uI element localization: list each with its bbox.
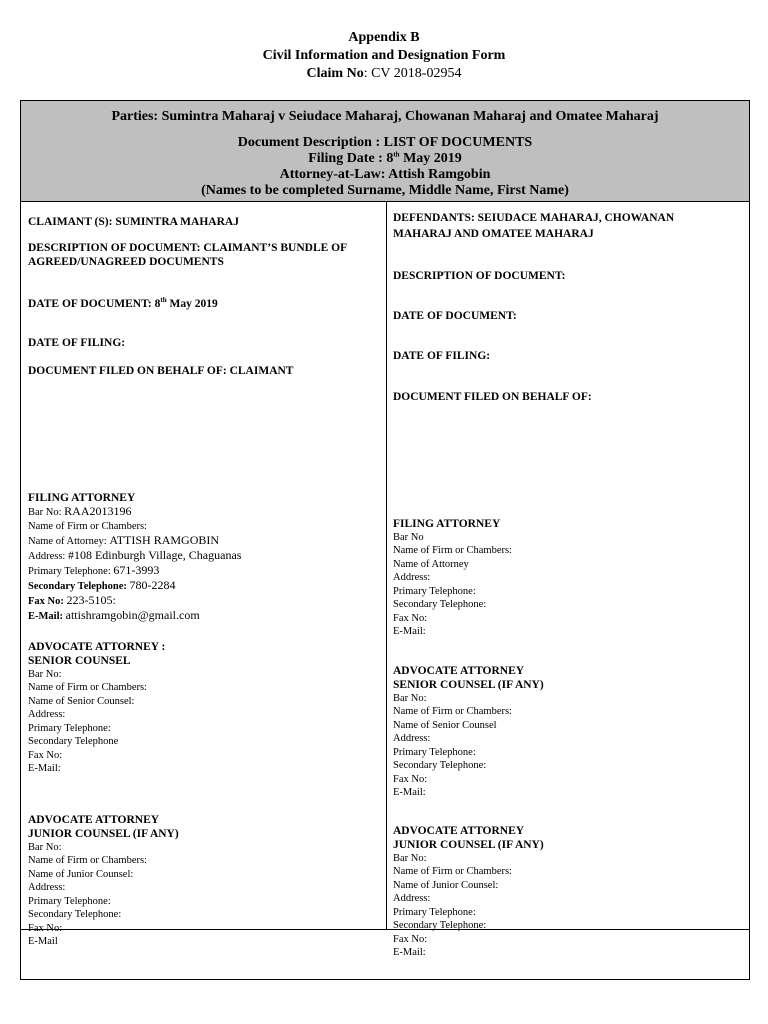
r-junior-secondary: Secondary Telephone: [393,920,487,931]
filing-attorney-address [28,549,241,564]
claimant-label: CLAIMANT (S) [28,216,109,228]
r-senior-name: Name of Senior Counsel [393,720,497,731]
attorney-label: Name of Attorney: [28,536,107,547]
filing-attorney-heading: FILING ATTORNEY [28,492,136,504]
r-filing-attorney-heading: FILING ATTORNEY [393,518,501,530]
claimant-date-of-filing: DATE OF FILING: [28,337,126,349]
filing-attorney-firm: Name of Firm or Chambers: [28,521,147,532]
claim-label: Claim No [306,66,364,81]
fax-label: Fax No: [28,596,64,607]
r-filing-bar: Bar No [393,532,424,543]
address-value: #108 Edinburgh Village, Chaguanas [67,548,242,562]
senior-counsel-heading1: ADVOCATE ATTORNEY : [28,641,166,653]
r-junior-address: Address: [393,893,431,904]
attorney-value: ATTISH RAMGOBIN [109,533,220,547]
bar-label: Bar No: [28,507,62,518]
junior-email: E-Mail [28,936,58,947]
date-of-document-prefix: DATE OF DOCUMENT: 8 [28,298,161,310]
appendix-title: Appendix B [348,30,420,45]
r-filing-firm: Name of Firm or Chambers: [393,545,512,556]
filing-attorney-bar [28,505,132,520]
r-junior-email: E-Mail: [393,947,426,958]
date-of-document-suffix: May 2019 [166,298,218,310]
filing-date-suffix: May 2019 [399,151,462,166]
primary-value: 671-3993 [113,563,160,577]
junior-counsel-heading2: JUNIOR COUNSEL (IF ANY) [28,828,179,840]
r-filing-fax: Fax No: [393,613,428,624]
senior-email: E-Mail: [28,763,61,774]
attorney-line: Attorney-at-Law: Attish Ramgobin [279,167,491,182]
r-filing-primary: Primary Telephone: [393,586,476,597]
junior-firm: Name of Firm or Chambers: [28,855,147,866]
senior-bar: Bar No: [28,669,62,680]
r-senior-email: E-Mail: [393,787,426,798]
filing-attorney-email [28,609,200,624]
filing-date-sup: th [393,150,400,159]
email-value: attishramgobin@gmail.com [65,608,200,622]
r-junior-heading2: JUNIOR COUNSEL (IF ANY) [393,839,544,851]
bottom-row-divider [21,929,749,930]
fax-value: 223-5105: [66,593,116,607]
claimant-description-line1: DESCRIPTION OF DOCUMENT: CLAIMANT’S BUNDLE OF [28,242,348,254]
r-junior-fax: Fax No: [393,934,428,945]
junior-counsel-heading1: ADVOCATE ATTORNEY [28,814,160,826]
r-filing-secondary: Secondary Telephone: [393,599,487,610]
r-filing-email: E-Mail: [393,626,426,637]
junior-fax: Fax No: [28,923,63,934]
filing-attorney-primary [28,564,159,579]
filing-date-prefix: Filing Date : 8 [308,151,394,166]
senior-primary: Primary Telephone: [28,723,111,734]
form-title: Civil Information and Designation Form [262,48,506,63]
claimant-description-line2: AGREED/UNAGREED DOCUMENTS [28,256,224,268]
r-junior-primary: Primary Telephone: [393,907,476,918]
r-senior-heading1: ADVOCATE ATTORNEY [393,665,525,677]
claimant-date-of-document [28,297,218,311]
defendant-description: DESCRIPTION OF DOCUMENT: [393,270,566,282]
filing-date [21,151,749,167]
r-senior-firm: Name of Firm or Chambers: [393,706,512,717]
r-junior-heading1: ADVOCATE ATTORNEY [393,825,525,837]
r-senior-address: Address: [393,733,431,744]
defendant-date-of-filing: DATE OF FILING: [393,350,491,362]
names-note: (Names to be completed Surname, Middle Name, First Name) [201,183,569,198]
claimant-value: : SUMINTRA MAHARAJ [108,216,239,228]
senior-firm: Name of Firm or Chambers: [28,682,147,693]
form-table [20,100,750,980]
junior-primary: Primary Telephone: [28,896,111,907]
document-description: Document Description : LIST OF DOCUMENTS [237,135,533,150]
filing-attorney-fax [28,594,116,609]
junior-address: Address: [28,882,66,893]
senior-address: Address: [28,709,66,720]
r-filing-attorney: Name of Attorney [393,559,469,570]
date-of-document-sup: th [160,296,167,305]
defendant-date-of-document: DATE OF DOCUMENT: [393,310,517,322]
bar-value: RAA2013196 [64,504,132,518]
filing-attorney-secondary [28,579,176,594]
primary-label: Primary Telephone: [28,566,111,577]
parties-banner [21,101,749,202]
filing-attorney-name [28,534,219,549]
secondary-value: 780-2284 [129,578,176,592]
r-senior-primary: Primary Telephone: [393,747,476,758]
claimant-row [28,215,239,229]
r-senior-bar: Bar No: [393,693,427,704]
claim-value: : CV 2018-02954 [363,66,462,81]
junior-name: Name of Junior Counsel: [28,869,134,880]
secondary-label: Secondary Telephone: [28,581,127,592]
claim-number [0,65,768,83]
claimant-filed-on-behalf: DOCUMENT FILED ON BEHALF OF: CLAIMANT [28,365,294,377]
r-senior-secondary: Secondary Telephone: [393,760,487,771]
junior-secondary: Secondary Telephone: [28,909,122,920]
senior-name: Name of Senior Counsel: [28,696,135,707]
defendants-line2: MAHARAJ AND OMATEE MAHARAJ [393,228,594,240]
address-label: Address: [28,551,66,562]
defendant-filed-on-behalf: DOCUMENT FILED ON BEHALF OF: [393,391,592,403]
r-senior-fax: Fax No: [393,774,428,785]
r-junior-firm: Name of Firm or Chambers: [393,866,512,877]
email-label: E-Mail: [28,611,63,622]
defendants-line1: DEFENDANTS: SEIUDACE MAHARAJ, CHOWANAN [393,212,675,224]
column-divider [386,202,387,929]
r-senior-heading2: SENIOR COUNSEL (IF ANY) [393,679,544,691]
senior-fax: Fax No: [28,750,63,761]
junior-bar: Bar No: [28,842,62,853]
parties-line: Parties: Sumintra Maharaj v Seiudace Maharaj, Chowanan Maharaj and Omatee Maharaj [111,109,659,124]
senior-counsel-heading2: SENIOR COUNSEL [28,655,131,667]
r-junior-name: Name of Junior Counsel: [393,880,499,891]
r-filing-address: Address: [393,572,431,583]
senior-secondary: Secondary Telephone [28,736,119,747]
r-junior-bar: Bar No: [393,853,427,864]
